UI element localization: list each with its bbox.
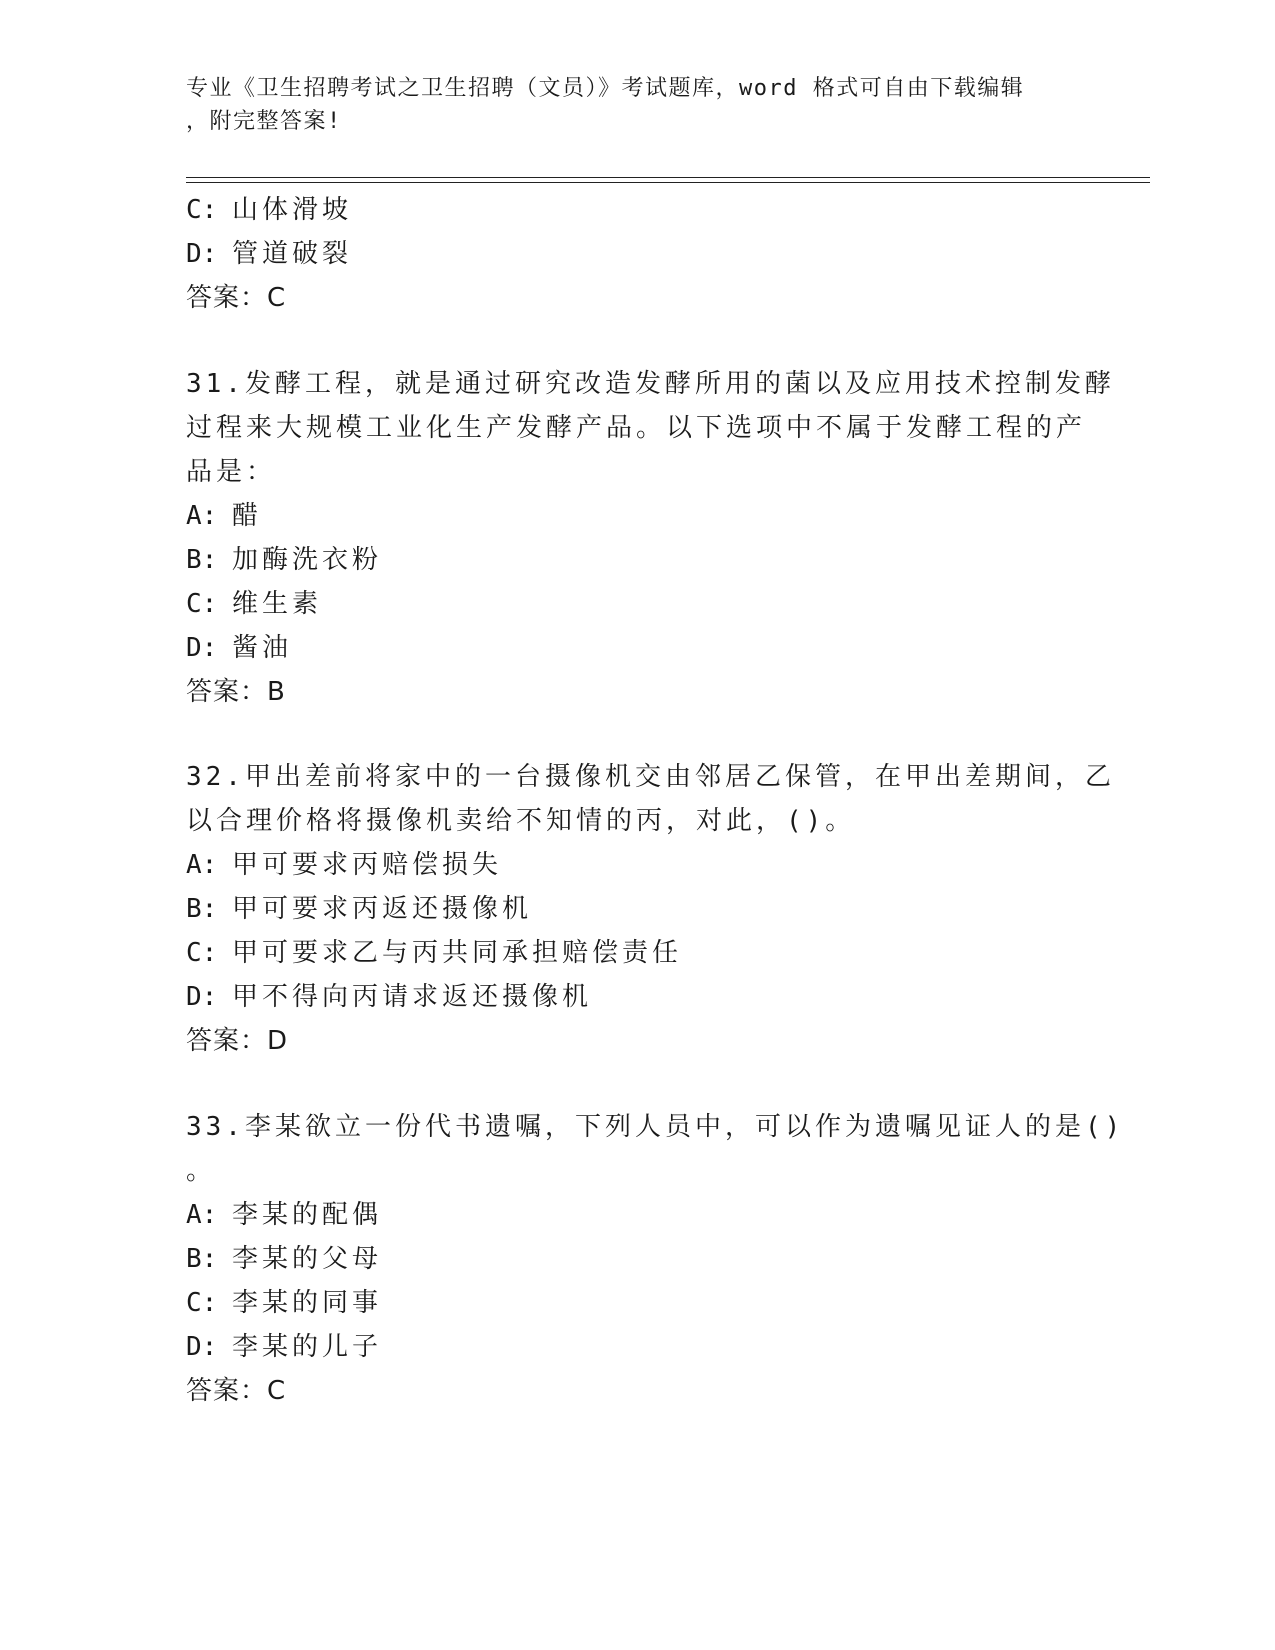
header-divider-top: [186, 177, 1150, 178]
question-stem-line: 32.甲出差前将家中的一台摄像机交由邻居乙保管，在甲出差期间，乙: [186, 762, 1115, 792]
option-item: B: 加酶洗衣粉: [186, 545, 383, 575]
question-stem-line: 以合理价格将摄像机卖给不知情的丙，对此，()。: [186, 806, 856, 836]
question-stem-line: 31.发酵工程，就是通过研究改造发酵所用的菌以及应用技术控制发酵: [186, 369, 1115, 399]
option-item: C: 山体滑坡: [186, 195, 353, 225]
option-item: A: 甲可要求丙赔偿损失: [186, 850, 503, 880]
header-line-2: ，附完整答案!: [186, 109, 342, 134]
option-item: C: 维生素: [186, 589, 323, 619]
answer-line: 答案：C: [186, 283, 287, 313]
question-stem-line: 品是：: [186, 457, 277, 487]
option-item: C: 甲可要求乙与丙共同承担赔偿责任: [186, 938, 683, 968]
option-item: C: 李某的同事: [186, 1288, 383, 1318]
option-item: D: 甲不得向丙请求返还摄像机: [186, 982, 593, 1012]
question-stem-line: 过程来大规模工业化生产发酵产品。以下选项中不属于发酵工程的产: [186, 413, 1087, 443]
question-stem-line: 。: [186, 1156, 217, 1186]
question-stem-line: 33.李某欲立一份代书遗嘱，下列人员中，可以作为遗嘱见证人的是(): [186, 1112, 1125, 1142]
option-item: D: 酱油: [186, 633, 293, 663]
answer-line: 答案：B: [186, 677, 286, 707]
option-item: B: 李某的父母: [186, 1244, 383, 1274]
option-item: D: 李某的儿子: [186, 1332, 383, 1362]
option-item: B: 甲可要求丙返还摄像机: [186, 894, 533, 924]
answer-line: 答案：C: [186, 1376, 287, 1406]
option-item: D: 管道破裂: [186, 239, 353, 269]
option-item: A: 醋: [186, 501, 263, 531]
header-line-1: 专业《卫生招聘考试之卫生招聘（文员）》考试题库，word 格式可自由下载编辑: [186, 76, 1025, 101]
answer-line: 答案：D: [186, 1026, 289, 1056]
option-item: A: 李某的配偶: [186, 1200, 383, 1230]
header-divider-bottom: [186, 182, 1150, 183]
document-header: [186, 72, 1066, 138]
